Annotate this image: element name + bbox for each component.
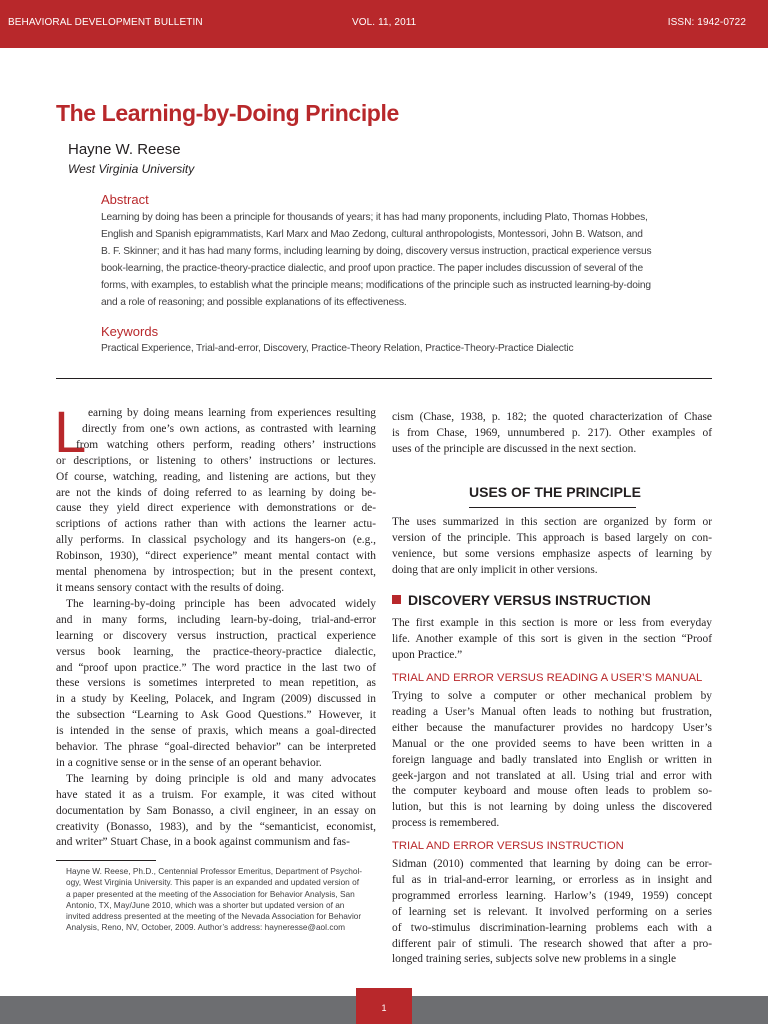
abstract-text [101, 210, 669, 311]
subsection-heading: TRIAL AND ERROR VERSUS INSTRUCTION [392, 840, 624, 852]
manual-paragraph [392, 689, 712, 832]
uses-paragraph [392, 515, 712, 579]
footnote-line: a paper presented at the meeting of the Association for Behavior Analysis, San [66, 888, 355, 899]
instruction-paragraph [392, 857, 712, 968]
body-line: from watching others perform, reading others’ instructions [76, 438, 376, 451]
drop-cap-letter: L [54, 400, 87, 465]
body-line: versus book learning, the practice-theory-practice dialectic, [56, 645, 376, 658]
body-line: geek-jargon and not translated at all. Using trial and error with [392, 769, 712, 782]
body-line: in a study by Keeling, Polacek, and Ingram (2009) discussed in [56, 693, 376, 706]
article-title: The Learning-by-Doing Principle [56, 100, 399, 126]
body-line: creativity (Bonasso, 1983), and by the “semanticist, economist, [56, 820, 376, 833]
right-intro-paragraph [392, 410, 712, 458]
journal-name: BEHAVIORAL DEVELOPMENT BULLETIN [8, 17, 203, 28]
red-square-bullet-icon [392, 595, 401, 604]
body-line: process is remembered. [392, 817, 500, 830]
discovery-heading-text: DISCOVERY VERSUS INSTRUCTION [408, 592, 651, 608]
body-line: or descriptions, or listening to others’ instructions or lectures. [56, 454, 376, 467]
body-line: are not the kinds of doing referred to as learning by doing be- [56, 486, 376, 499]
body-line: of two-stimulus discrimination-learning problems each with a [392, 921, 712, 934]
body-line: The first example in this section is more or less from everyday [392, 617, 712, 629]
discovery-section-heading [392, 592, 651, 608]
abstract-line: book-learning, the practice-theory-practice dialectic, and proof upon practice. The paper includes discussion of several of the [101, 262, 643, 274]
footnote-line: Antonio, TX, May/June 2010, which was a shorter but updated version of an [66, 899, 345, 910]
body-line: these versions is sometimes interpreted to mean repetition, as [56, 677, 376, 690]
body-line: it means sensory contact with the results of doing. [56, 581, 285, 594]
body-line: Of course, watching, reading, and listening are actions, but they [56, 470, 376, 483]
body-line: uses of the principle are discussed in the next section. [392, 442, 637, 455]
footnote-line: invited address presented at the meeting of the Nevada Association for Behavior [66, 911, 362, 922]
body-line: Robinson, 1930), “direct experience” meant mental contact with [56, 550, 376, 563]
body-line: ful as in trial-and-error learning, or errorless as in insight and [392, 873, 712, 886]
body-line: upon Practice.” [392, 648, 463, 661]
body-line: longed training series, subjects solve new problems in a single [392, 953, 677, 966]
journal-header-bar [0, 0, 768, 48]
body-line: cism (Chase, 1938, p. 182; the quoted characterization of Chase [392, 411, 712, 423]
body-line: earning by doing means learning from experiences resulting [88, 407, 376, 419]
body-line: and writer” Stuart Chase, in a book against communism and fas- [56, 836, 350, 849]
body-line: and in many forms, including learn-by-doing, trial-and-error [56, 613, 376, 626]
uses-section-heading: USES OF THE PRINCIPLE [469, 484, 641, 500]
page-number: 1 [356, 988, 412, 1024]
footnote-line: Hayne W. Reese, Ph.D., Centennial Professor Emeritus, Department of Psychol- [66, 866, 363, 876]
body-line: either because the manufacturer provides no hardcopy User’s [392, 721, 712, 734]
body-line: in a cognitive sense or in the sense of an operant behavior. [56, 756, 322, 769]
abstract-line: and a role of reasoning; and possible explanations of its effectiveness. [101, 296, 407, 308]
abstract-line: Learning by doing has been a principle for thousands of years; it has had many proponents, including Plato, Thomas Hobbes, [101, 212, 648, 223]
body-line: Sidman (2010) commented that learning by doing can be error- [392, 858, 712, 870]
body-line: is intended in the sense of praxis, which means a goal-directed [56, 725, 376, 738]
subsection-heading: TRIAL AND ERROR VERSUS READING A USER’S MANUAL [392, 672, 703, 684]
body-line: lution, but this is not learning by doing unless the discovered [392, 801, 712, 814]
section-divider [56, 378, 712, 379]
keywords-text: Practical Experience, Trial-and-error, Discovery, Practice-Theory Relation, Practice-Theory-Practice Dialectic [101, 343, 574, 354]
abstract-heading: Abstract [101, 192, 149, 207]
issn-label: ISSN: 1942-0722 [667, 17, 746, 28]
abstract-line: forms, with examples, to establish what the principle means; modifications of the principle such as instructed learning-by-doing [101, 279, 651, 291]
abstract-line: English and Spanish epigrammatists, Karl Marx and Mao Zedong, cultural anthropologists, Montessori, John B. Watson, and [101, 228, 643, 240]
body-line: is from Chase, 1969, unnumbered p. 217). Other examples of [392, 426, 712, 439]
footnote-divider [56, 860, 156, 861]
uses-heading-underline [469, 507, 636, 508]
keywords-heading: Keywords [101, 324, 159, 339]
body-line: ally performs. In classical psychology and its hangers-on (e.g., [56, 534, 376, 547]
body-line: version of the principle. This approach is based largely on con- [392, 531, 712, 544]
abstract-line: B. F. Skinner; and it has had many forms, including learning by doing, discovery versus instruction, practical experience versus [101, 245, 652, 257]
body-line: different pair of stimuli. The research showed that after a pro- [392, 937, 712, 950]
body-line: and “proof upon practice.” The word practice in the last two of [56, 661, 376, 674]
body-line: the subsection “Learning to Ask Good Questions.” However, it [56, 709, 376, 722]
volume-label: VOL. 11, 2011 [352, 17, 417, 28]
body-line: have stated it as a truism. For example, it was cited without [56, 788, 376, 801]
body-line: behavior. The phrase “goal-directed behavior” can be interpreted [56, 741, 376, 754]
body-line: scriptions of actions rather than with actions the learner actu- [56, 518, 376, 531]
author-name: Hayne W. Reese [68, 141, 181, 158]
body-line: learning or discovery versus instruction, practical experience [56, 629, 376, 642]
body-line: The learning by doing principle is old and many advocates [66, 772, 376, 785]
body-line: Manual or the one provided seems to have been written in a [392, 737, 712, 750]
body-line: Trying to solve a computer or other mechanical problem by [392, 690, 712, 702]
left-body-column [54, 400, 376, 851]
body-line: venience, but some versions emphasize aspects of learning by [392, 547, 712, 560]
body-line: the computer keyboard and mouse often leads to problem so- [392, 785, 712, 798]
body-line: The uses summarized in this section are organized by form or [392, 516, 712, 528]
body-line: reading a User’s Manual often leads to nothing but frustration, [392, 705, 712, 718]
body-line: mental phenomena by introspection; but in the present context, [56, 566, 376, 579]
body-line: The learning-by-doing principle has been advocated widely [66, 597, 376, 610]
author-affiliation: West Virginia University [68, 162, 195, 176]
footnote-line: ogy, West Virginia University. This paper is an expanded and updated version of [66, 877, 360, 888]
body-line: foreign language and badly translated into English or written in [392, 753, 712, 766]
body-line: cause they yield direct experience with demonstrations or de- [56, 502, 376, 515]
body-line: directly from one’s own actions, as contrasted with learning [82, 422, 376, 435]
body-line: documentation by Sam Bonasso, a civil engineer, in an essay on [56, 804, 376, 817]
footnote-line: Analysis, Reno, NV, October, 2009. Author’s address: hayneresse@aol.com [66, 922, 345, 933]
body-line: doing that are only implicit in other versions. [392, 563, 598, 576]
body-line: life. Another example of this sort is given in the section “Proof [392, 632, 712, 645]
discovery-paragraph [392, 616, 712, 664]
author-footnote [66, 866, 376, 934]
body-line: of learning set is relevant. It involved performing on a series [392, 905, 712, 918]
body-line: programmed errorless learning. Harlow’s (1949, 1959) concept [392, 889, 712, 902]
